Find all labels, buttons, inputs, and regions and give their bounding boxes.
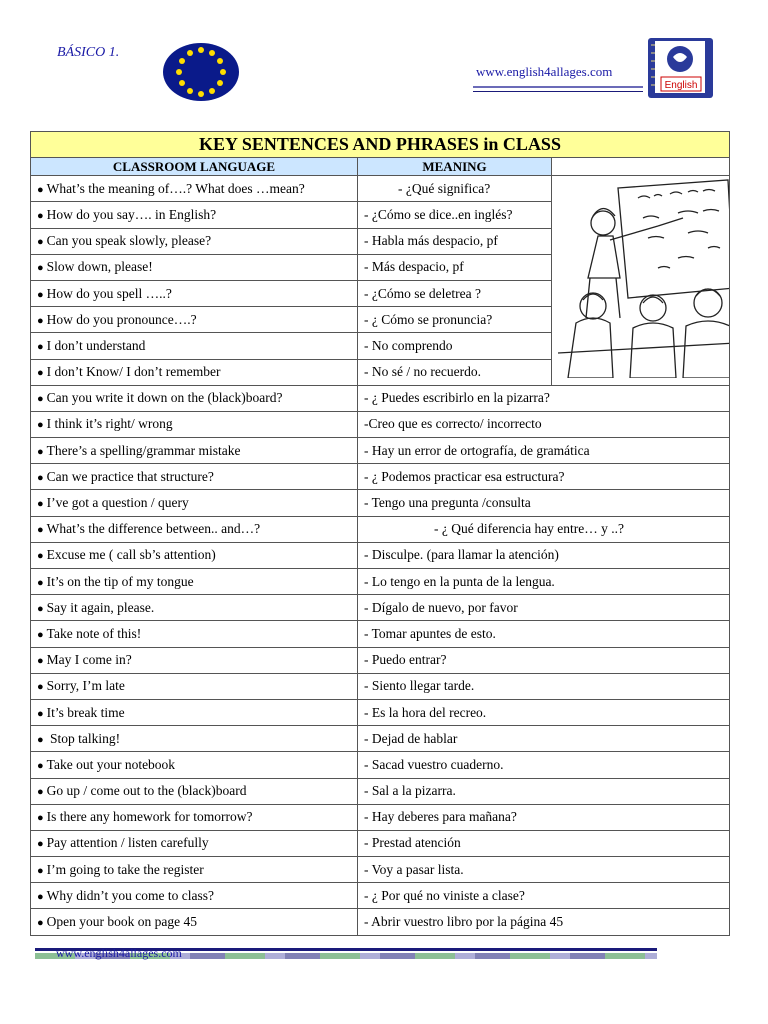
phrase-meaning: - Disculpe. (para llamar la atención) <box>358 542 730 568</box>
site-url-top[interactable]: www.english4allages.com <box>476 64 613 79</box>
phrase-meaning: -Creo que es correcto/ incorrecto <box>358 411 730 437</box>
phrase-meaning: - Hay deberes para mañana? <box>358 804 730 830</box>
table-row <box>31 699 730 725</box>
phrase-english-text: It’s on the tip of my tongue <box>46 573 194 589</box>
header-rule-thin <box>473 91 643 92</box>
phrase-english <box>31 307 358 333</box>
phrase-english-text: Go up / come out to the (black)board <box>46 783 247 799</box>
phrase-english-text: I don’t understand <box>46 337 146 353</box>
phrase-english-text: Can you write it down on the (black)board? <box>46 390 283 406</box>
phrase-english <box>31 909 358 935</box>
phrase-meaning: - Sal a la pizarra. <box>358 778 730 804</box>
phrase-english <box>31 804 358 830</box>
phrase-english <box>31 621 358 647</box>
table-row <box>31 385 730 411</box>
table-row <box>31 673 730 699</box>
bullet-icon: ● <box>37 445 44 458</box>
header-rule <box>473 86 643 88</box>
phrase-meaning: - ¿Cómo se dice..en inglés? <box>358 202 552 228</box>
phrase-meaning: - Dejad de hablar <box>358 726 730 752</box>
phrase-english-text: Is there any homework for tomorrow? <box>46 809 253 825</box>
phrase-english-text: How do you spell …..? <box>46 285 172 301</box>
bullet-icon: ● <box>37 498 44 511</box>
table-row <box>31 490 730 516</box>
table-row <box>31 752 730 778</box>
phrase-english <box>31 490 358 516</box>
phrase-english-text: How do you pronounce….? <box>46 311 197 327</box>
phrase-english <box>31 595 358 621</box>
phrase-english-text: Pay attention / listen carefully <box>46 835 209 851</box>
bullet-icon: ● <box>37 917 44 930</box>
bullet-icon: ● <box>37 314 44 327</box>
phrase-english <box>31 883 358 909</box>
phrase-english-text: What’s the meaning of….? What does …mean? <box>46 180 305 196</box>
bullet-icon: ● <box>37 628 44 641</box>
bullet-icon: ● <box>37 890 44 903</box>
table-row <box>31 595 730 621</box>
phrases-table <box>30 131 730 936</box>
phrase-meaning: - Abrir vuestro libro por la página 45 <box>358 909 730 935</box>
phrase-english <box>31 857 358 883</box>
phrase-meaning: - Tomar apuntes de esto. <box>358 621 730 647</box>
column-header-classroom-language: CLASSROOM LANGUAGE <box>31 158 358 176</box>
phrase-meaning: - Es la hora del recreo. <box>358 699 730 725</box>
phrase-english <box>31 752 358 778</box>
phrase-meaning: - Más despacio, pf <box>358 254 552 280</box>
table-row <box>31 542 730 568</box>
bullet-icon: ● <box>37 236 44 249</box>
phrase-english <box>31 699 358 725</box>
table-row <box>31 464 730 490</box>
bullet-icon: ● <box>37 838 44 851</box>
table-row <box>31 516 730 542</box>
phrase-english-text: I’m going to take the register <box>46 861 204 877</box>
bullet-icon: ● <box>37 759 44 772</box>
table-row <box>31 411 730 437</box>
phrase-meaning: - No sé / no recuerdo. <box>358 359 552 385</box>
phrase-english-text: Can we practice that structure? <box>46 468 214 484</box>
phrase-english-text: There’s a spelling/grammar mistake <box>46 442 241 458</box>
phrase-english <box>31 726 358 752</box>
phrase-english-text: Say it again, please. <box>46 599 155 615</box>
phrase-meaning: - Prestad atención <box>358 830 730 856</box>
bullet-icon: ● <box>37 864 44 877</box>
phrase-english <box>31 176 358 202</box>
blank-header-cell <box>552 158 730 176</box>
bullet-icon: ● <box>37 707 44 720</box>
phrase-english-text: Open your book on page 45 <box>46 914 198 930</box>
table-row <box>31 830 730 856</box>
phrase-meaning: - ¿ Podemos practicar esa estructura? <box>358 464 730 490</box>
table-row <box>31 647 730 673</box>
phrase-english-text: Take note of this! <box>46 625 142 641</box>
phrase-english <box>31 569 358 595</box>
phrase-meaning: - ¿Qué significa? <box>358 176 552 202</box>
phrase-english <box>31 411 358 437</box>
phrase-meaning: - ¿ Cómo se pronuncia? <box>358 307 552 333</box>
phrase-meaning: - No comprendo <box>358 333 552 359</box>
bullet-icon: ● <box>37 786 44 799</box>
logo-text: English <box>664 80 698 91</box>
column-header-meaning: MEANING <box>358 158 552 176</box>
classroom-illustration <box>552 176 730 386</box>
phrase-meaning: - ¿ Qué diferencia hay entre… y ..? <box>358 516 730 542</box>
phrase-meaning: - ¿ Puedes escribirlo en la pizarra? <box>358 385 730 411</box>
bullet-icon: ● <box>37 812 44 825</box>
phrase-english <box>31 359 358 385</box>
bullet-icon: ● <box>37 419 44 432</box>
page-title: KEY SENTENCES AND PHRASES in CLASS <box>31 132 730 158</box>
phrase-english <box>31 516 358 542</box>
phrase-english <box>31 542 358 568</box>
phrase-english-text: I’ve got a question / query <box>46 495 189 511</box>
phrase-english <box>31 280 358 306</box>
phrase-english-text: Take out your notebook <box>46 756 176 772</box>
phrase-english-text: I think it’s right/ wrong <box>46 416 173 432</box>
phrase-english <box>31 673 358 699</box>
bullet-icon: ● <box>37 550 44 563</box>
table-row <box>31 438 730 464</box>
phrase-english-text: Slow down, please! <box>46 259 153 275</box>
phrase-meaning: - ¿ Por qué no viniste a clase? <box>358 883 730 909</box>
bullet-icon: ● <box>37 209 44 222</box>
bullet-icon: ● <box>37 183 44 196</box>
phrase-english-text: Excuse me ( call sb’s attention) <box>46 547 216 563</box>
phrase-meaning: - Siento llegar tarde. <box>358 673 730 699</box>
bullet-icon: ● <box>37 393 44 406</box>
phrase-english <box>31 228 358 254</box>
eu-flag-icon <box>160 40 242 104</box>
table-row <box>31 778 730 804</box>
phrase-english-text: What’s the difference between.. and…? <box>46 521 261 537</box>
phrase-english <box>31 647 358 673</box>
phrase-english <box>31 333 358 359</box>
site-url-bottom[interactable]: www.english4allages.com <box>56 946 182 960</box>
phrase-english-text: Why didn’t you come to class? <box>46 887 214 903</box>
phrase-meaning: - Habla más despacio, pf <box>358 228 552 254</box>
phrase-meaning: - Hay un error de ortografía, de gramática <box>358 438 730 464</box>
table-row <box>31 857 730 883</box>
bullet-icon: ● <box>37 340 44 353</box>
bullet-icon: ● <box>37 367 44 380</box>
phrase-english-text: How do you say…. in English? <box>46 206 217 222</box>
table-row <box>31 883 730 909</box>
phrase-english <box>31 385 358 411</box>
notebook-icon <box>647 37 714 99</box>
bullet-icon: ● <box>37 576 44 589</box>
bullet-icon: ● <box>37 733 44 746</box>
table-row <box>31 726 730 752</box>
english-logo <box>647 37 714 99</box>
phrase-meaning: - Dígalo de nuevo, por favor <box>358 595 730 621</box>
phrase-meaning: - Tengo una pregunta /consulta <box>358 490 730 516</box>
table-row <box>31 176 730 202</box>
phrase-english <box>31 202 358 228</box>
table-row <box>31 569 730 595</box>
phrase-english <box>31 830 358 856</box>
phrase-english-text: Can you speak slowly, please? <box>46 233 212 249</box>
bullet-icon: ● <box>37 471 44 484</box>
phrase-english <box>31 778 358 804</box>
bullet-icon: ● <box>37 602 44 615</box>
phrase-english <box>31 254 358 280</box>
level-label: BÁSICO 1. <box>57 45 120 60</box>
phrase-meaning: - Sacad vuestro cuaderno. <box>358 752 730 778</box>
table-row <box>31 804 730 830</box>
table-row <box>31 621 730 647</box>
teacher-students-icon <box>558 178 730 378</box>
table-row <box>31 909 730 935</box>
phrase-meaning: - ¿Cómo se deletrea ? <box>358 280 552 306</box>
phrase-english-text: I don’t Know/ I don’t remember <box>46 364 221 380</box>
bullet-icon: ● <box>37 655 44 668</box>
phrase-english <box>31 464 358 490</box>
phrase-english <box>31 438 358 464</box>
phrase-english-text: May I come in? <box>46 652 132 668</box>
phrase-meaning: - Voy a pasar lista. <box>358 857 730 883</box>
phrase-english-text: Stop talking! <box>46 730 121 746</box>
bullet-icon: ● <box>37 288 44 301</box>
bullet-icon: ● <box>37 524 44 537</box>
bullet-icon: ● <box>37 262 44 275</box>
bullet-icon: ● <box>37 681 44 694</box>
phrase-english-text: Sorry, I’m late <box>46 678 125 694</box>
phrase-meaning: - Lo tengo en la punta de la lengua. <box>358 569 730 595</box>
phrase-meaning: - Puedo entrar? <box>358 647 730 673</box>
phrase-english-text: It’s break time <box>46 704 125 720</box>
